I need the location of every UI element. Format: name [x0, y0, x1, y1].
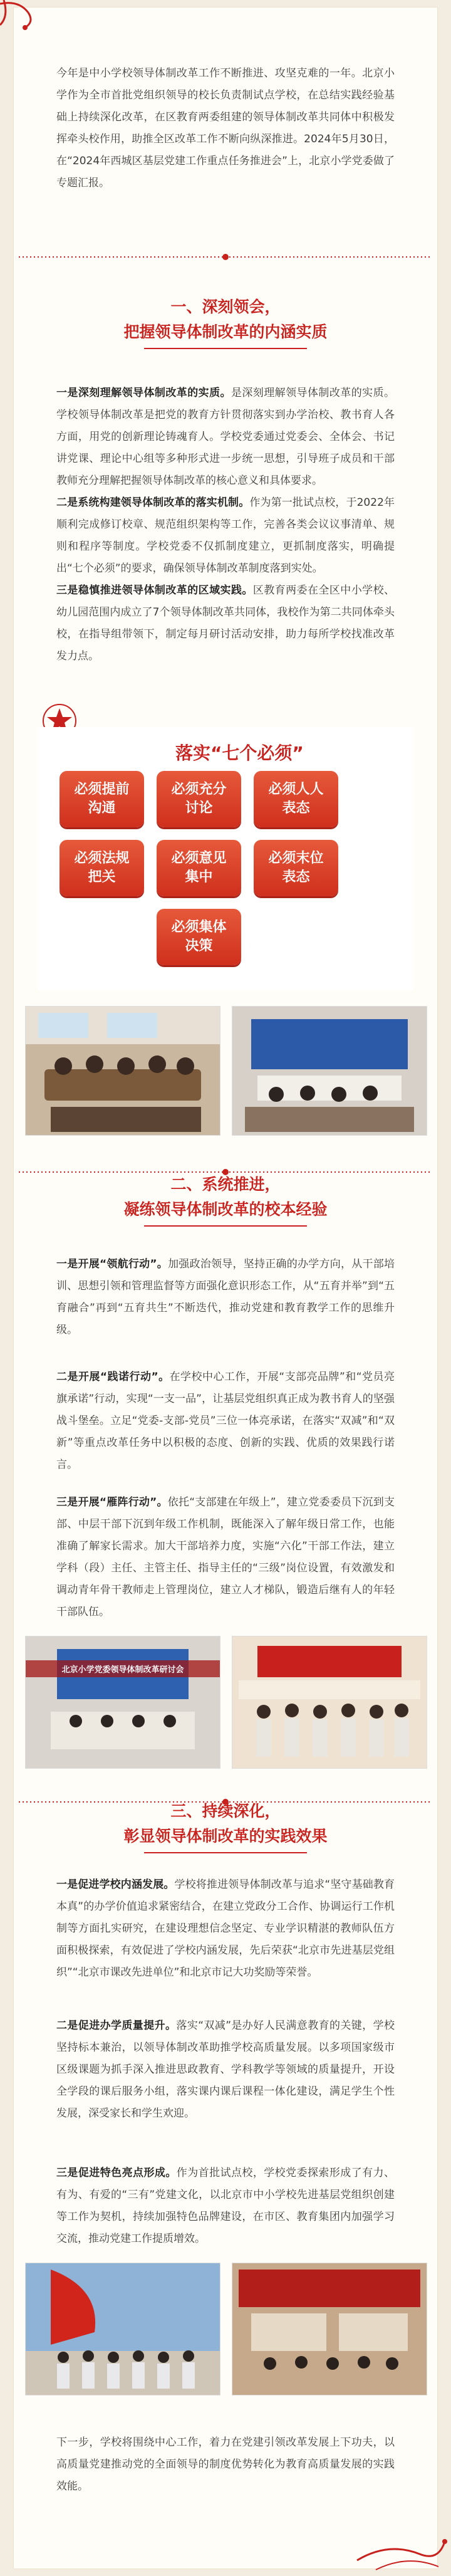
section-1-para-2 — [56, 492, 395, 580]
section-2-para-2-body: 在学校中心工作，开展“支部亮品牌”和“党员亮旗承诺”行动，实现“一支一品”，让基层党组织真正成为教书育人的坚强战斗堡垒。立足“党委-支部-党员”三位一体亮承诺，在落实“双减”和“双新”等重点改革任务中以积极的态度、创新的实践、优质的效果践行诺言。 — [56, 1371, 395, 1471]
section-2-para-2-lead: 二是开展“践诺行动”。 — [56, 1371, 170, 1383]
section-1-title-line2: 把握领导体制改革的内涵实质 — [123, 323, 328, 341]
section-3-para-3-body: 作为首批试点校，学校党委探索形成了有力、有为、有爱的“三有”党建文化，以北京市中小学校先进基层党组织创建等工作为契机，持续加强特色品牌建设，在市区、教育集团内加强学习交流，推动党建工作提质增效。 — [56, 2167, 395, 2245]
section-1-para-1-lead: 一是深刻理解领导体制改革的实质。 — [56, 387, 231, 399]
seven-musts-item: 必须人人表态 — [254, 771, 338, 827]
corner-flourish-top-left — [0, 0, 56, 44]
section-3-title-line2: 彰显领导体制改革的实践效果 — [123, 1827, 328, 1845]
section-divider — [13, 248, 438, 266]
section-3-underline — [144, 1852, 307, 1853]
section-2-para-3-body: 依托“支部建在年级上”，建立党委委员下沉到支部、中层干部下沉到年级工作机制，既能深入了解年级日常工作，也能准确了解家长需求。加大干部培养力度，实施“六化”干部工作法，建立学科（段）主任、主管主任、指导主任的“三级”岗位设置，有效激发和调动青年骨干教师走上管理岗位，建立人才梯队，锻造后继有人的年轻干部队伍。 — [56, 1496, 395, 1618]
exhibition-photo — [232, 2263, 427, 2395]
section-2-para-2 — [56, 1366, 395, 1476]
intro-paragraph: 今年是中小学校领导体制改革工作不断推进、攻坚克难的一年。北京小学作为全市首批党组织领导的校长负责制试点学校，在总结实践经验基础上持续深化改革，在区教育两委组建的领导体制改革共同体中积极发挥牵头校作用，助推全区改革工作不断向纵深推进。2024年5月30日，在“2024年西城区基层党建工作重点任务推进会”上，北京小学党委做了专题汇报。 — [56, 67, 395, 189]
section-3-title-line1: 三、持续深化， — [170, 1802, 281, 1820]
section-1-para-3-body: 区教育两委在全区中小学校、幼儿园范围内成立了7个领导体制改革共同体，我校作为第二共同体牵头校，在指导组带领下，制定每月研讨活动安排，助力每所学校找准改革发力点。 — [56, 584, 395, 662]
seven-musts-item: 必须充分讨论 — [157, 771, 241, 827]
conference-photo — [232, 1006, 427, 1136]
seminar-photo — [25, 1636, 220, 1769]
section-1-para-1-body: 是深刻理解领导体制改革的实质。学校领导体制改革是把党的教育方针贯彻落实到办学治校、教书育人各方面，用党的创新理论铸魂育人。学校党委通过党委会、全体会、书记讲党课、理论中心组等多种形式进一步统一思想，引导班子成员和干部教师充分理解把握领导体制改革的核心意义和具体要求。 — [56, 387, 395, 487]
seven-musts-title: 落实“七个必须” — [175, 743, 304, 763]
section-3-para-1-lead: 一是促进学校内涵发展。 — [56, 1878, 175, 1891]
seminar-photo-caption: 北京小学党委领导体制改革研讨会 — [26, 1660, 220, 1677]
section-1-underline — [144, 348, 307, 349]
section-2-para-1-lead: 一是开展“领航行动”。 — [56, 1258, 168, 1270]
seven-musts-item: 必须意见集中 — [157, 840, 241, 896]
section-1-para-2-body: 作为第一批试点校，于2022年顺利完成修订校章、规范组织架构等工作，完善各类会议议事清单、规则和程序等制度。学校党委不仅抓制度建立，更抓制度落实，明确提出“七个必须”的要求，确保领导体制改革制度落到实处。 — [56, 496, 395, 575]
flag-ceremony-photo — [25, 2263, 220, 2395]
section-1-para-2-lead: 二是系统构建领导体制改革的落实机制。 — [56, 496, 250, 509]
section-2-underline — [144, 1225, 307, 1227]
seven-musts-item: 必须集体决策 — [157, 909, 241, 965]
section-2-para-3-lead: 三是开展“雁阵行动”。 — [56, 1496, 168, 1509]
seven-musts-item: 必须法规把关 — [60, 840, 144, 896]
section-1-para-1 — [56, 382, 395, 492]
corner-flourish-bottom-right — [351, 2516, 451, 2576]
section-1-title-line1: 一、深刻领会， — [170, 298, 281, 316]
section-3-para-2-lead: 二是促进办学质量提升。 — [56, 2019, 177, 2032]
seven-musts-panel — [38, 727, 413, 990]
seven-musts-item: 必须末位表态 — [254, 840, 338, 896]
section-1-para-3-lead: 三是稳慎推进领导体制改革的区域实践。 — [56, 584, 253, 597]
section-3-para-2-body: 落实“双减”是办好人民满意教育的关键，学校坚持标本兼治，以领导体制改革助推学校高质量发展。以多项国家级市区级课题为抓手深入推进思政教育、学科教学等领域的质量提升，开设全学段的课后服务小组，落实课内课后课程一体化建设，满足学生个性发展，深受家长和学生欢迎。 — [56, 2019, 395, 2120]
section-2-title — [0, 1172, 451, 1222]
meeting-photo — [25, 1006, 220, 1136]
section-2-title-line2: 凝练领导体制改革的校本经验 — [123, 1200, 328, 1218]
section-2-para-1 — [56, 1254, 395, 1341]
section-2-para-1-body: 加强政治领导，坚持正确的办学方向，从干部培训、思想引领和管理监督等方面强化意识形态工作，从“五育并举”到“五育融合”再到“五育共生”不断迭代，推动党建和教育教学工作的思维升级。 — [56, 1258, 395, 1336]
closing-paragraph: 下一步，学校将围绕中心工作，着力在党建引领改革发展上下功夫，以高质量党建推动党的全面领导的制度优势转化为教育高质量发展的实践效能。 — [56, 2436, 395, 2493]
section-1-para-3 — [56, 580, 395, 668]
seven-musts-item: 必须提前沟通 — [60, 771, 144, 827]
section-3-para-2 — [56, 2015, 395, 2125]
section-3-para-1-body: 学校将推进领导体制改革与追求“坚守基础教育本真”的办学价值追求紧密结合，在建立党政分工合作、协调运行工作机制等方面扎实研究，在建设理想信念坚定、专业学识精湛的教师队伍方面积极探索，有效促进了学校内涵发展，先后荣获“北京市先进基层党组织”“北京市课改先进单位”和北京市记大功奖励等荣誉。 — [56, 1878, 395, 1979]
section-1-title — [0, 295, 451, 345]
section-2-para-3 — [56, 1492, 395, 1623]
section-3-para-3 — [56, 2162, 395, 2250]
section-2-title-line1: 二、系统推进， — [170, 1175, 281, 1193]
section-3-para-3-lead: 三是促进特色亮点形成。 — [56, 2167, 177, 2179]
group-photo — [232, 1636, 427, 1769]
section-3-para-1 — [56, 1874, 395, 1984]
section-3-title — [0, 1799, 451, 1849]
